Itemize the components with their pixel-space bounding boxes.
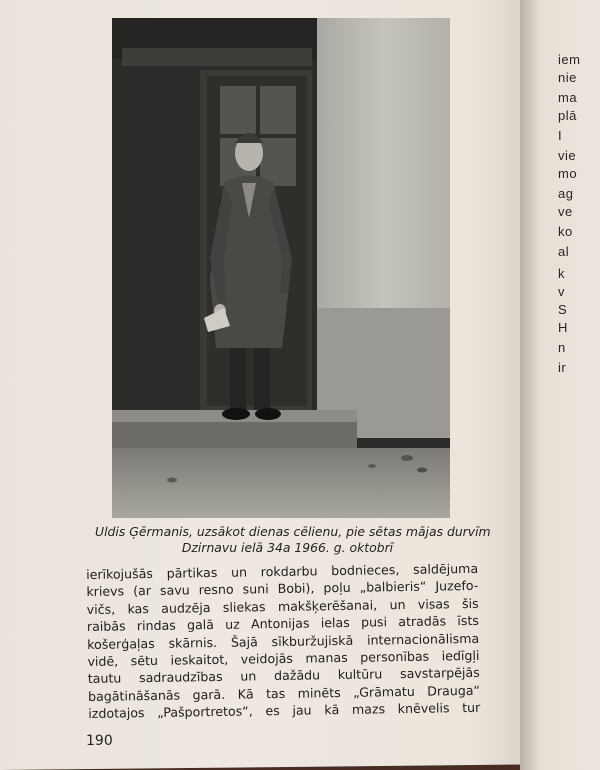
right-page-fragment: ve <box>558 204 573 219</box>
text-line: vičs, kas audzēja sliekas makšķerēšanai, un visas šis <box>86 595 479 617</box>
right-page-fragment: k <box>558 266 565 281</box>
page-number: 190 <box>86 733 113 749</box>
text-line: vidē, sētu ieskaitot, veidojās manas personības iedīgļi <box>87 647 480 670</box>
caption-line: Dzirnavu ielā 34a 1966. g. oktobrī <box>181 539 394 555</box>
right-page-fragment: I <box>558 128 563 143</box>
text-line: tautu sadraudzības un dažādu kultūru savstarpējās <box>87 665 480 687</box>
right-page-fragment: ko <box>558 224 573 239</box>
right-page-fragment: n <box>558 340 566 355</box>
body-paragraph <box>86 560 480 723</box>
text-line: bagātināšanās garā. Kā tas minēts „Grāmatu Drauga“ <box>87 682 481 704</box>
right-page-fragment: iem <box>558 52 581 67</box>
text-line: košerģaļas skārnis. Šajā sīkburžujiskā internacionālisma <box>87 630 480 652</box>
right-page-fragment: nie <box>558 70 577 85</box>
text-line: ierīkojušās pārtikas un rokdarbu bodnieces, saldējuma <box>86 560 479 582</box>
right-page-fragment: H <box>558 320 568 335</box>
photograph-man-in-doorway-icon <box>112 18 450 518</box>
right-page <box>520 0 600 770</box>
right-page-fragment: S <box>558 302 568 317</box>
text-line: izdotajos „Pašportretos“, es jau kā mazs knēvelis tur <box>88 700 481 722</box>
right-page-fragment: ir <box>558 360 567 375</box>
photo-caption <box>95 524 491 555</box>
right-page-fragment: ma <box>558 90 578 105</box>
photograph <box>112 18 450 518</box>
right-page-fragment: al <box>558 244 570 259</box>
right-page-fragment: ag <box>558 186 574 201</box>
right-page-fragment: plā <box>558 108 577 123</box>
caption-line: Uldis Ģērmanis, uzsākot dienas cēlienu, pie sētas mājas durvīm <box>95 524 491 539</box>
right-page-fragment: v <box>558 284 565 299</box>
text-line: krievs (ar savu resno suni Bobi), poļu „balbieris“ Juzefo- <box>86 578 479 600</box>
text-line: raibās rindas galā uz Antonijas ielas pusi atradās īsts <box>86 613 480 635</box>
right-page-fragment: vie <box>558 148 577 163</box>
right-page-fragment: mo <box>558 166 578 181</box>
